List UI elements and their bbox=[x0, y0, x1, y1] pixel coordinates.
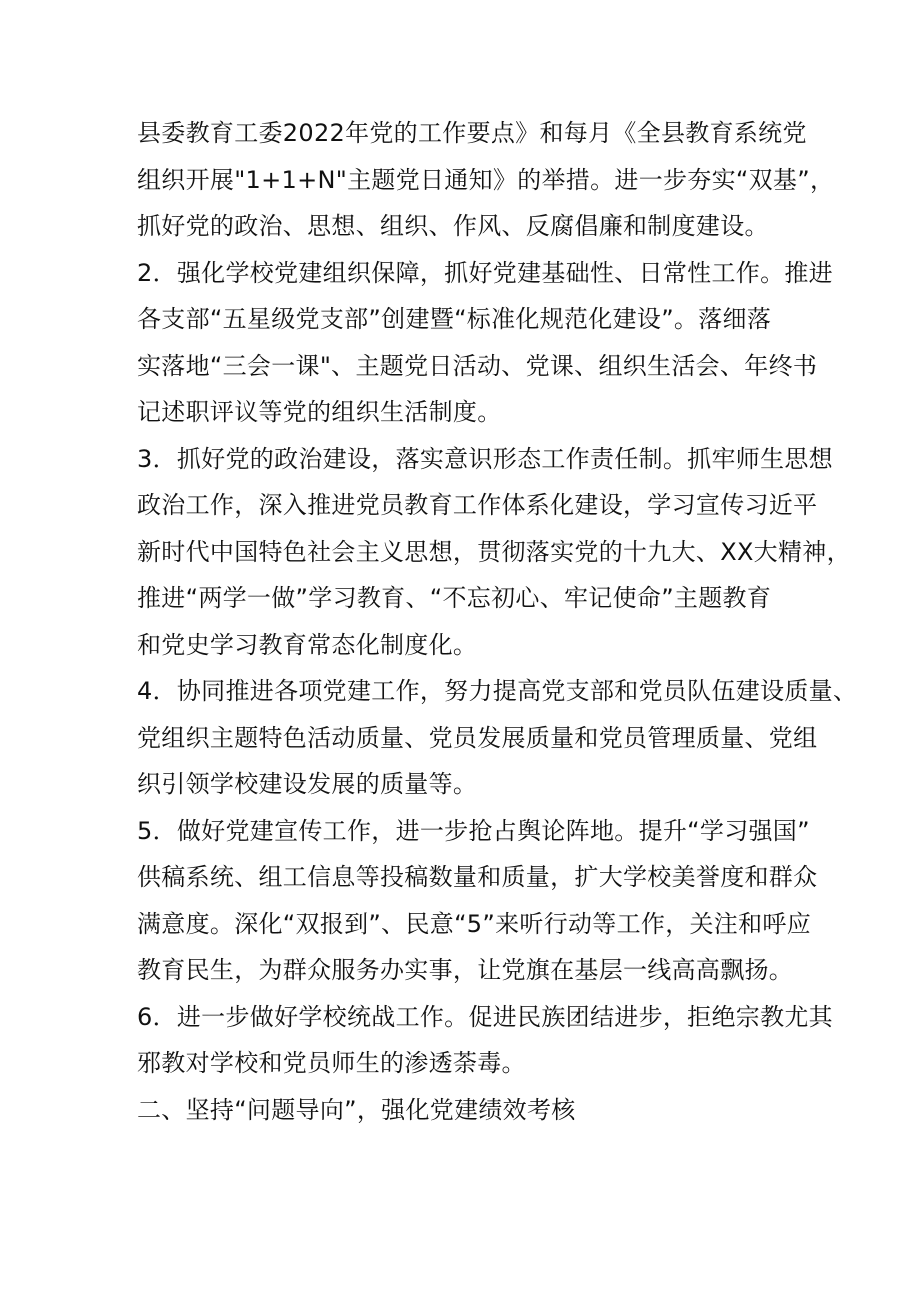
document-body bbox=[137, 110, 858, 1133]
paragraph-item-2 bbox=[137, 250, 833, 436]
text-line: 抓好党的政治、思想、组织、作风、反腐倡廉和制度建设。 bbox=[137, 212, 769, 240]
text-line: 邪教对学校和党员师生的渗透荼毒。 bbox=[137, 1049, 526, 1077]
text-line: 党组织主题特色活动质量、党员发展质量和党员管理质量、党组 bbox=[137, 723, 818, 752]
text-line: 组织开展"1+1+N"主题党日通知》的举措。进一步夯实“双基”， bbox=[137, 165, 835, 194]
text-line: 满意度。深化“双报到”、民意“5”来听行动等工作，关注和呼应 bbox=[137, 909, 812, 938]
text-line: 2．强化学校党建组织保障，抓好党建基础性、日常性工作。推进 bbox=[137, 258, 833, 287]
text-line: 实落地“三会一课"、主题党日活动、党课、组织生活会、年终书 bbox=[137, 351, 818, 380]
text-line: 3．抓好党的政治建设，落实意识形态工作责任制。抓牢师生思想 bbox=[137, 444, 833, 473]
text-line: 供稿系统、组工信息等投稿数量和质量，扩大学校美誉度和群众 bbox=[137, 863, 818, 891]
text-line: 和党史学习教育常态化制度化。 bbox=[137, 630, 478, 659]
section-heading-text: 二、坚持“问题导向”，强化党建绩效考核 bbox=[137, 1095, 576, 1124]
text-line: 县委教育工委2022年党的工作要点》和每月《全县教育系统党 bbox=[137, 119, 807, 147]
text-line: 4．协同推进各项党建工作，努力提高党支部和党员队伍建设质量、 bbox=[137, 677, 858, 705]
paragraph-item-4 bbox=[137, 668, 858, 808]
text-line: 教育民生，为群众服务办实事，让党旗在基层一线高高飘扬。 bbox=[137, 956, 794, 984]
paragraph-intro bbox=[137, 110, 835, 250]
text-line: 政治工作，深入推进党员教育工作体系化建设，学习宣传习近平 bbox=[137, 491, 818, 519]
section-heading bbox=[137, 1087, 797, 1134]
text-line: 新时代中国特色社会主义思想，贯彻落实党的十九大、XX大精神， bbox=[137, 537, 851, 566]
paragraph-item-6 bbox=[137, 994, 833, 1087]
paragraph-item-5 bbox=[137, 808, 818, 994]
text-line: 各支部“五星级党支部”创建暨“标准化规范化建设”。落细落 bbox=[137, 305, 772, 333]
text-line: 6．进一步做好学校统战工作。促进民族团结进步，拒绝宗教尤其 bbox=[137, 1002, 833, 1031]
text-line: 5．做好党建宣传工作，进一步抢占舆论阵地。提升“学习强国” bbox=[137, 816, 810, 845]
text-line: 织引领学校建设发展的质量等。 bbox=[137, 770, 478, 798]
text-line: 推进“两学一做”学习教育、“不忘初心、牢记使命”主题教育 bbox=[137, 584, 772, 612]
text-line: 记述职评议等党的组织生活制度。 bbox=[137, 398, 502, 426]
paragraph-item-3 bbox=[137, 436, 851, 669]
